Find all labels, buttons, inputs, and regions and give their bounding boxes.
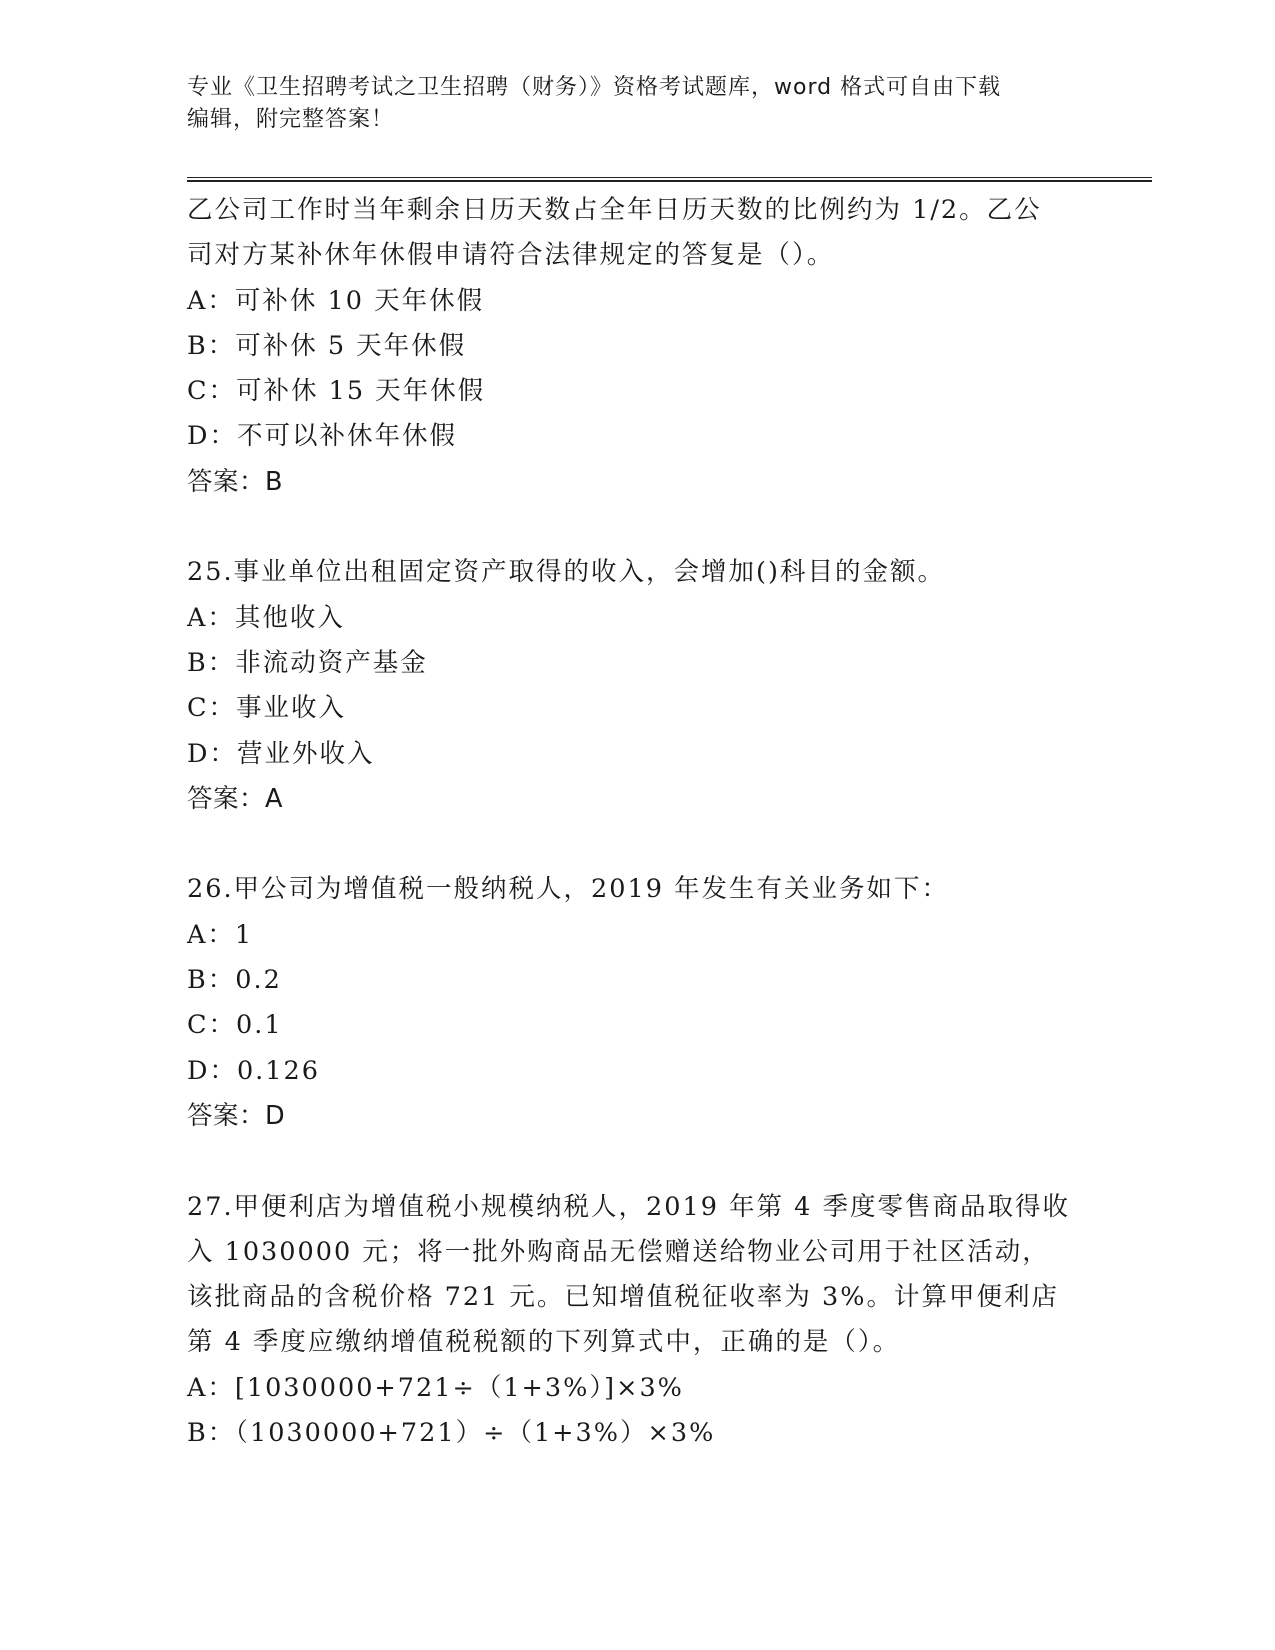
question-26	[187, 867, 1087, 1139]
question-text: 26.甲公司为增值税一般纳税人，2019 年发生有关业务如下：	[187, 874, 950, 905]
option-c: C：事业收入	[187, 693, 347, 724]
header-divider-thick	[187, 180, 1152, 182]
question-text: 司对方某补休年休假申请符合法律规定的答复是（）。	[187, 240, 835, 271]
answer: 答案：D	[187, 1100, 286, 1131]
header-line-2: 编辑，附完整答案！	[187, 107, 395, 132]
header-divider-thin	[187, 177, 1152, 178]
question-text: 乙公司工作时当年剩余日历天数占全年日历天数的比例约为 1/2。乙公	[187, 195, 1042, 225]
spacer	[187, 822, 1087, 867]
question-text: 25.事业单位出租固定资产取得的收入，会增加()科目的金额。	[187, 557, 945, 588]
option-c: C：0.1	[187, 1010, 283, 1041]
question-27	[187, 1185, 1087, 1457]
option-a: A：[1030000+721÷（1+3%）]×3%	[187, 1372, 684, 1403]
header-line-1: 专业《卫生招聘考试之卫生招聘（财务）》资格考试题库，word 格式可自由下载	[187, 75, 1002, 100]
spacer	[187, 1139, 1087, 1184]
option-b: B：0.2	[187, 965, 282, 996]
option-b: B：可补休 5 天年休假	[187, 330, 467, 361]
option-a: A：1	[187, 919, 254, 950]
option-d: D：不可以补休年休假	[187, 421, 457, 452]
option-d: D：0.126	[187, 1055, 320, 1086]
question-25	[187, 550, 1087, 822]
document-header	[187, 72, 1067, 136]
question-24	[187, 188, 1087, 505]
option-b: B：非流动资产基金	[187, 647, 428, 678]
question-text: 入 1030000 元；将一批外购商品无偿赠送给物业公司用于社区活动，	[187, 1236, 1050, 1267]
option-c: C：可补休 15 天年休假	[187, 376, 486, 407]
option-a: A：其他收入	[187, 602, 345, 633]
question-list	[187, 188, 1087, 1456]
question-text: 27.甲便利店为增值税小规模纳税人，2019 年第 4 季度零售商品取得收	[187, 1191, 1070, 1222]
answer: 答案：B	[187, 466, 283, 497]
option-a: A：可补休 10 天年休假	[187, 285, 485, 316]
option-d: D：营业外收入	[187, 738, 375, 769]
question-text: 第 4 季度应缴纳增值税税额的下列算式中，正确的是（）。	[187, 1327, 901, 1358]
question-text: 该批商品的含税价格 721 元。已知增值税征收率为 3%。计算甲便利店	[187, 1282, 1059, 1313]
answer: 答案：A	[187, 783, 283, 814]
option-b: B：（1030000+721）÷（1+3%）×3%	[187, 1418, 716, 1449]
spacer	[187, 505, 1087, 550]
